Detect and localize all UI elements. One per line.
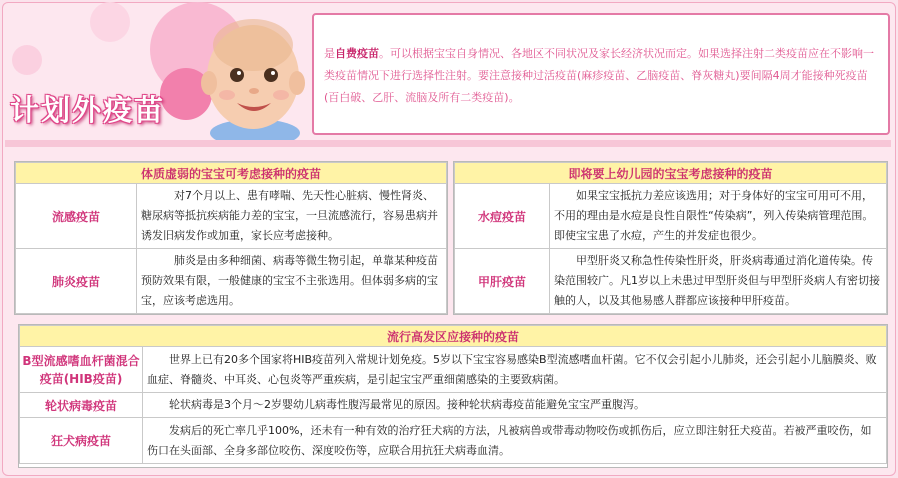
vaccine-desc-hepatitis-a: 甲型肝炎又称急性传染性肝炎，肝炎病毒通过消化道传染。传染范围较广。凡1岁以上未患过甲型肝炎但与甲型肝炎病人有密切接触的人，以及其他易感人群都应该接种甲肝疫苗。 — [550, 249, 887, 314]
vaccine-desc-pneumonia: 肺炎是由多种细菌、病毒等微生物引起，单靠某种疫苗预防效果有限，一般健康的宝宝不主张选用。但体弱多病的宝宝，应该考虑选用。 — [137, 249, 447, 314]
page-title: 计划外疫苗 — [10, 93, 166, 127]
vaccine-name-varicella: 水痘疫苗 — [455, 184, 550, 249]
vaccine-name-hib: B型流感嗜血杆菌混合疫苗(HIB疫苗) — [20, 347, 143, 393]
decor-circle — [90, 2, 130, 42]
kindergarten-table — [453, 161, 888, 315]
vaccine-name-pneumonia: 肺炎疫苗 — [16, 249, 137, 314]
vaccine-desc-rabies: 发病后的死亡率几乎100%，还未有一种有效的治疗狂犬病的方法，凡被病兽或带毒动物咬伤或抓伤后，应立即注射狂犬疫苗。若被严重咬伤，如伤口在头面部、全身多部位咬伤、深度咬伤等，应联合用抗狂犬病毒血清。 — [143, 418, 887, 464]
intro-box — [312, 13, 890, 135]
vaccine-name-flu: 流感疫苗 — [16, 184, 137, 249]
intro-highlight: 自费疫苗 — [335, 47, 379, 60]
vaccine-name-hepatitis-a: 甲肝疫苗 — [455, 249, 550, 314]
vaccine-name-rabies: 狂犬病疫苗 — [20, 418, 143, 464]
table-heading: 流行高发区应接种的疫苗 — [20, 326, 887, 347]
intro-lead: 是 — [324, 47, 335, 60]
vaccine-name-rotavirus: 轮状病毒疫苗 — [20, 393, 143, 418]
decor-circle — [12, 45, 42, 75]
vaccine-desc-flu: 对7个月以上、患有哮喘、先天性心脏病、慢性肾炎、糖尿病等抵抗疾病能力差的宝宝，一旦流感流行，容易患病并诱发旧病发作或加重，家长应考虑接种。 — [137, 184, 447, 249]
table-heading: 即将要上幼儿园的宝宝考虑接种的疫苗 — [455, 163, 887, 184]
vaccine-desc-varicella: 如果宝宝抵抗力差应该选用；对于身体好的宝宝可用可不用，不用的理由是水痘是良性自限性“传染病”，列入传染病管理范围。即使宝宝患了水痘，产生的并发症也很少。 — [550, 184, 887, 249]
baby-photo-icon — [195, 5, 313, 140]
weak-constitution-table — [14, 161, 448, 315]
divider-strip — [5, 140, 891, 147]
epidemic-area-table — [18, 324, 888, 468]
table-heading: 体质虚弱的宝宝可考虑接种的疫苗 — [16, 163, 447, 184]
vaccine-desc-hib: 世界上已有20多个国家将HIB疫苗列入常规计划免疫。5岁以下宝宝容易感染B型流感嗜血杆菌。它不仅会引起小儿肺炎，还会引起小儿脑膜炎、败血症、脊髓炎、中耳炎、心包炎等严重疾病，是引起宝宝严重细菌感染的主要致病菌。 — [143, 347, 887, 393]
intro-text: 。可以根据宝宝自身情况、各地区不同状况及家长经济状况而定。如果选择注射二类疫苗应在不影响一类疫苗情况下进行选择性注射。要注意接种过活疫苗(麻疹疫苗、乙脑疫苗、脊灰糖丸)要间隔4周才能接种死疫苗(百白破、乙肝、流脑及所有二类疫苗)。 — [324, 47, 874, 104]
vaccine-desc-rotavirus: 轮状病毒是3个月～2岁婴幼儿病毒性腹泻最常见的原因。接种轮状病毒疫苗能避免宝宝严重腹泻。 — [143, 393, 887, 418]
